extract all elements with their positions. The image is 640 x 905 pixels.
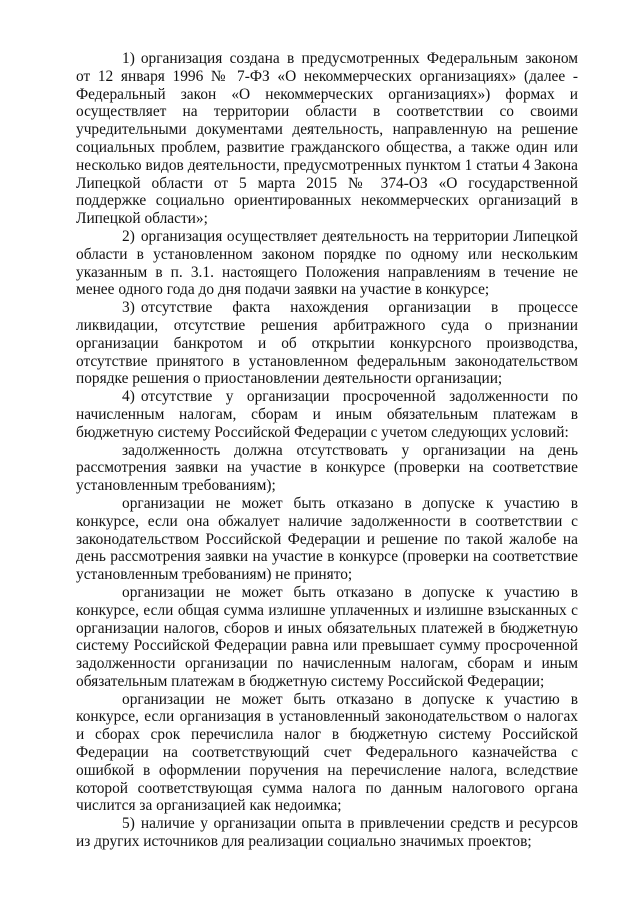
item-4-condition-1 <box>76 442 578 495</box>
item-4-condition-3 <box>76 584 578 691</box>
item-text: организация осуществляет деятельность на территории Липецкой области в установленном законом порядке по одному или нескольким указанным в п. 3.1. настоящего Положения направлениям в течение не менее одного года до дня подачи заявки на участие в конкурсе; <box>76 227 578 299</box>
item-4-condition-4 <box>76 691 578 816</box>
item-number: 5) <box>122 815 135 833</box>
item-number: 4) <box>122 388 135 406</box>
item-4-paragraph <box>76 388 578 441</box>
item-text: организации не может быть отказано в допуске к участию в конкурсе, если она обжалует наличие задолженности в соответствии с законодательством Российской Федерации и решение по такой жалобе на день рассмотрения заявки на участие в конкурсе (проверки на соответствие установленным требованиям) не принято; <box>76 494 578 584</box>
item-text: отсутствие факта нахождения организации в процессе ликвидации, отсутствие решения арбитражного суда о признании организации банкротом и об открытии конкурсного производства, отсутствие принятого в установленном федеральным законодательством порядке решения о приостановлении деятельности организации; <box>76 299 578 388</box>
item-1-paragraph <box>76 50 578 228</box>
item-5-paragraph <box>76 815 578 851</box>
item-4-condition-2 <box>76 495 578 584</box>
item-text: организация создана в предусмотренных Федеральным законом от 12 января 1996 № 7-ФЗ «О некоммерческих организациях» (далее - Федеральный закон «О некоммерческих организациях») формах и осуществляет на территории области в соответствии со своими учредительными документами деятельность, направленную на решение социальных проблем, развитие гражданского общества, а также один или несколько видов деятельности, предусмотренных пунктом 1 статьи 4 Закона Липецкой области от 5 марта 2015 № 374-ОЗ «О государственной поддержке социально ориентированных некоммерческих организаций в Липецкой области»; <box>76 50 578 228</box>
item-text: отсутствие у организации просроченной задолженности по начисленным налогам, сборам и иным обязательным платежам в бюджетную систему Российской Федерации с учетом следующих условий: <box>76 388 578 441</box>
item-2-paragraph <box>76 228 578 299</box>
item-text: наличие у организации опыта в привлечении средств и ресурсов из других источников для реализации социально значимых проектов; <box>76 815 578 851</box>
item-text: организации не может быть отказано в допуске к участию в конкурсе, если общая сумма излишне уплаченных и излишне взысканных с организации налогов, сборов и иных обязательных платежей в бюджетную систему Российской Федерации равна или превышает сумму просроченной задолженности организации по начисленным налогам, сборам и иным обязательным платежам в бюджетную систему Российской Федерации; <box>76 583 578 690</box>
item-text: организации не может быть отказано в допуске к участию в конкурсе, если организация в установленный законодательством о налогах и сборах срок перечислила налог в бюджетную систему Российской Федерации на соответствующий счет Федерального казначейства с ошибкой в оформлении поручения на перечисление налога, вследствие которой соответствующая сумма налога по данным налогового органа числится за организацией как недоимка; <box>76 690 578 815</box>
item-number: 1) <box>122 50 135 67</box>
item-3-paragraph <box>76 299 578 388</box>
item-text: задолженность должна отсутствовать у организации на день рассмотрения заявки на участие в конкурсе (проверки на соответствие установленным требованиям); <box>76 441 578 495</box>
item-number: 3) <box>122 299 135 317</box>
item-number: 2) <box>122 227 135 245</box>
